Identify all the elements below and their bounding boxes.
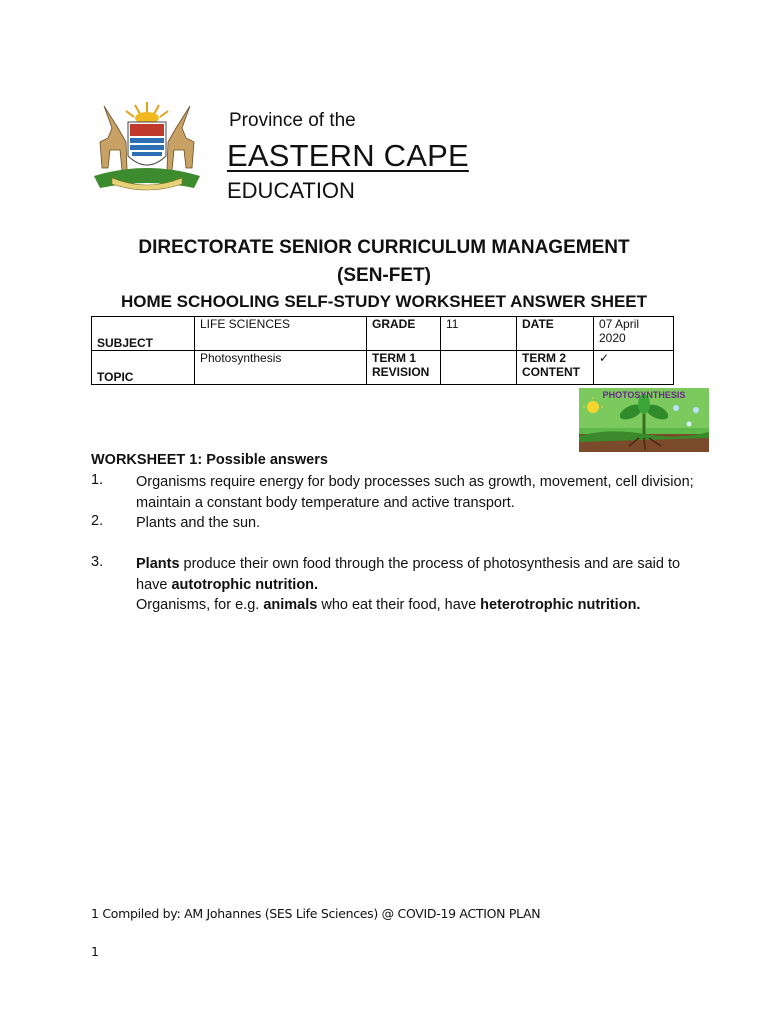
item-text	[136, 554, 696, 616]
item-number: 3.	[91, 554, 104, 570]
province-name: EASTERN CAPE	[227, 138, 469, 173]
footer-note: 1 Compiled by: AM Johannes (SES Life Sciences) @ COVID-19 ACTION PLAN	[91, 906, 541, 921]
subject-value: LIFE SCIENCES	[195, 317, 367, 351]
term1-cell	[367, 351, 441, 385]
directorate-title: DIRECTORATE SENIOR CURRICULUM MANAGEMENT	[138, 237, 630, 258]
table-row	[92, 317, 674, 351]
term1-line2: REVISION	[372, 365, 430, 379]
bold-term: heterotrophic nutrition.	[480, 597, 641, 613]
grade-label: GRADE	[367, 317, 441, 351]
item-text: Plants and the sun.	[136, 515, 261, 531]
grade-value: 11	[441, 317, 517, 351]
term2-line1: TERM 2	[522, 351, 567, 365]
check-icon: ✓	[599, 351, 610, 365]
worksheet-heading: WORKSHEET 1: Possible answers	[91, 452, 328, 468]
photosynthesis-image	[579, 388, 709, 452]
term2-cell	[517, 351, 594, 385]
banner-title: PHOTOSYNTHESIS	[602, 390, 686, 400]
term2-line2: CONTENT	[522, 365, 580, 379]
date-label: DATE	[517, 317, 594, 351]
table-row	[92, 351, 674, 385]
province-label: Province of the	[229, 110, 356, 131]
subject-label-cell	[92, 317, 195, 351]
answer-text: Organisms, for e.g.	[136, 597, 264, 613]
bold-term: Plants	[136, 556, 180, 572]
date-value-cell	[594, 317, 674, 351]
subject-label: SUBJECT	[97, 336, 154, 350]
item-number: 1.	[91, 472, 104, 488]
answer-text: produce their own food through the process of photosynthesis and are said to have	[136, 556, 681, 593]
term1-line1: TERM 1	[372, 351, 417, 365]
bold-term: animals	[263, 597, 318, 613]
answer-paragraph	[136, 554, 696, 595]
date-value-line1: 07 April	[599, 317, 640, 331]
bold-term: autotrophic nutrition.	[171, 576, 319, 593]
term1-value	[441, 351, 517, 385]
topic-label-cell	[92, 351, 195, 385]
directorate-subtitle: (SEN-FET)	[337, 265, 431, 286]
department-name: EDUCATION	[227, 178, 355, 203]
item-text: Organisms require energy for body processes such as growth, movement, cell division; maintain a constant body temperature and active transport.	[136, 474, 694, 511]
coat-of-arms-icon	[90, 98, 204, 192]
answer-text: who eat their food, have	[317, 597, 481, 613]
topic-value: Photosynthesis	[195, 351, 367, 385]
worksheet-title: HOME SCHOOLING SELF-STUDY WORKSHEET ANSWER SHEET	[120, 292, 648, 311]
answer-paragraph	[136, 595, 696, 616]
topic-label: TOPIC	[97, 370, 134, 384]
date-value-line2: 2020	[599, 331, 626, 345]
info-table	[91, 316, 674, 385]
term2-value	[594, 351, 674, 385]
item-number: 2.	[91, 513, 104, 529]
page-number: 1	[91, 944, 99, 959]
